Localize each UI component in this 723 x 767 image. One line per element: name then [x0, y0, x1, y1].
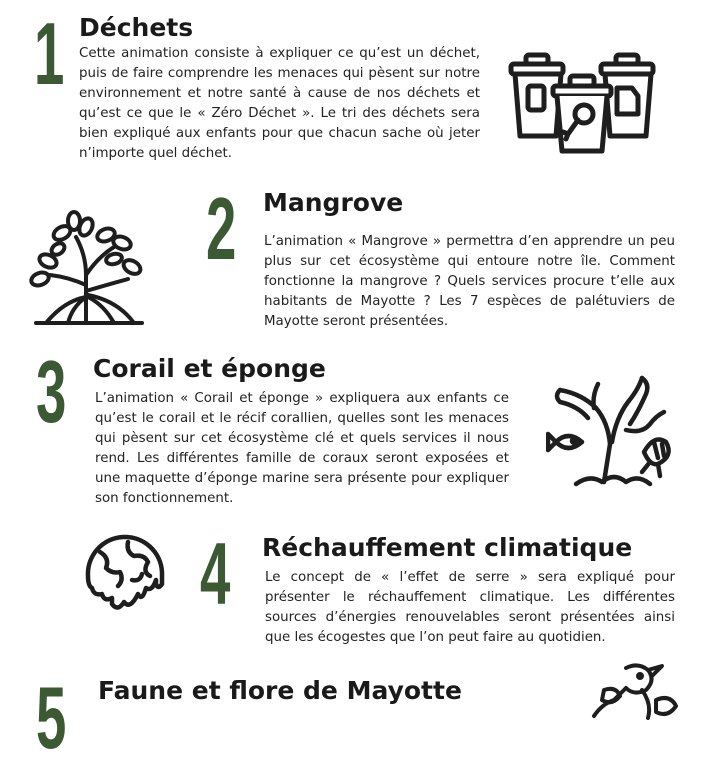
- melting-earth-icon: [82, 532, 168, 614]
- section-3-number: 3: [36, 342, 67, 441]
- section-5-number: 5: [36, 668, 67, 767]
- section-4-text: Le concept de « l’effet de serre » sera expliqué pour présenter le réchauffement climatique. Les différentes sources d’énergies renouvelables seront présentées ainsi que les écogestes que l’on peut faire au quotidien.: [265, 570, 675, 645]
- section-1-number: 1: [34, 4, 65, 103]
- section-3-text: L’animation « Corail et éponge » expliquera aux enfants ce qu’est le corail et le récif corallien, quelles sont les menaces qui pèsent sur cet écosystème clé et quels services il nous rend. Les différentes famille de coraux seront exposées et une maquette d’éponge marine sera présente pour expliquer son fonctionnement.: [95, 391, 509, 506]
- section-4-title: Réchauffement climatique: [262, 533, 633, 562]
- section-1-text: Cette animation consiste à expliquer ce qu’est un déchet, puis de faire comprendre les menaces qui pèsent sur notre environnement et notre santé à cause de nos déchets et qu’est ce que le « Zéro Déchet ». Le tri des déchets sera bien expliqué aux enfants pour que chacun sache où jeter n’importe quel déchet.: [79, 46, 480, 161]
- section-4-number: 4: [200, 524, 231, 623]
- mangrove-tree-icon: [28, 205, 148, 327]
- section-2-text: L’animation « Mangrove » permettra d’en apprendre un peu plus sur cet écosystème qui entoure notre île. Comment fonctionne la mangrove ? Quels services procure t’elle aux habitants de Mayotte ? Les 7 espèces de palétuviers de Mayotte seront présentées.: [264, 234, 675, 329]
- section-2-title: Mangrove: [263, 188, 404, 217]
- section-5-title: Faune et flore de Mayotte: [98, 676, 462, 705]
- section-3-title: Corail et éponge: [93, 354, 326, 383]
- section-2-number: 2: [206, 179, 237, 278]
- bird-flower-icon: [586, 660, 686, 720]
- coral-fish-icon: [546, 372, 676, 490]
- section-1-title: Déchets: [79, 13, 194, 42]
- trash-bins-icon: [506, 48, 658, 156]
